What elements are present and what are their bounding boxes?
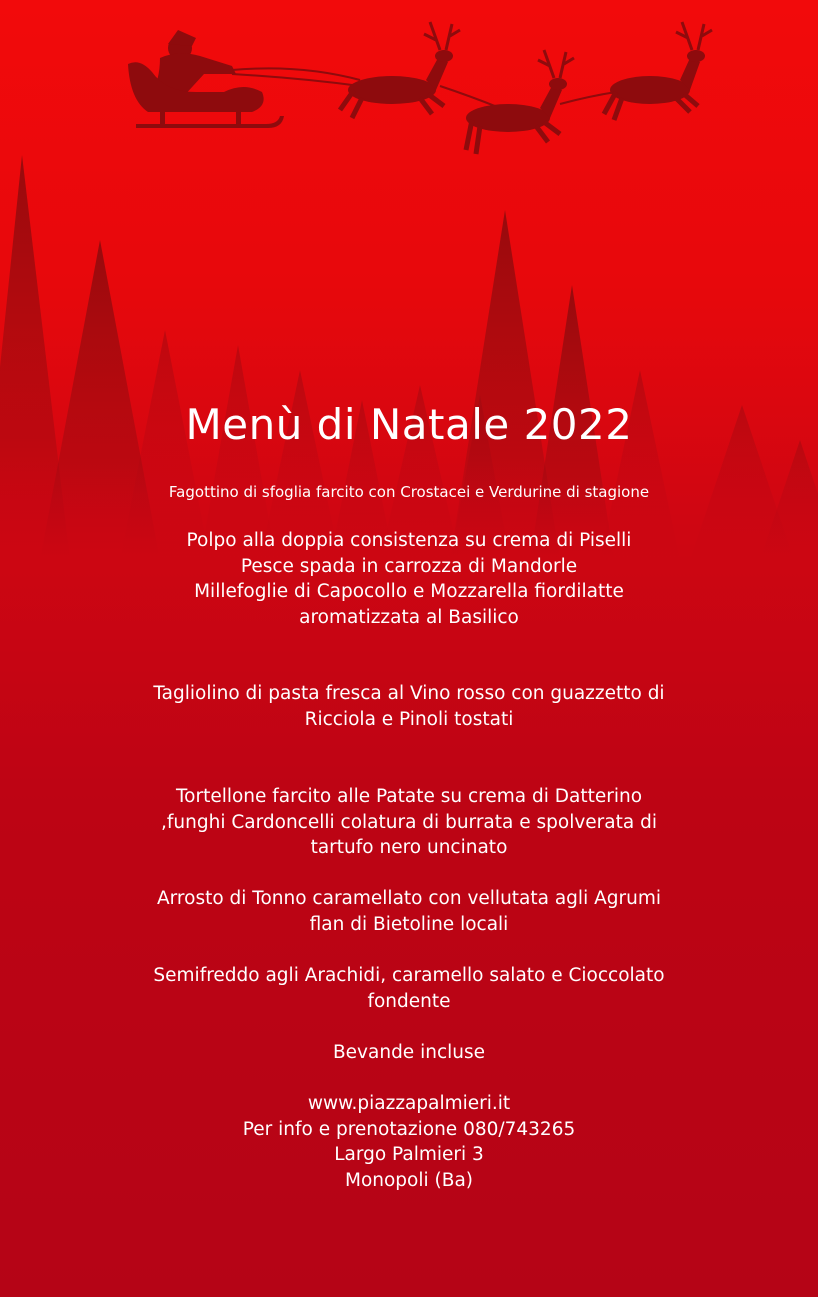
menu-title: Menù di Natale 2022 <box>185 400 633 449</box>
website-link[interactable]: www.piazzapalmieri.it <box>307 1093 511 1114</box>
menu-line-tortellone: Tortellone farcito alle Patate su crema di Datterino <box>175 786 643 807</box>
menu-line-ricciola: Ricciola e Pinoli tostati <box>304 708 514 730</box>
menu-line-fagottino: Fagottino di sfoglia farcito con Crostacei e Verdurine di stagione <box>168 483 650 501</box>
menu-line-polpo: Polpo alla doppia consistenza su crema di Piselli <box>186 530 632 551</box>
menu-line-bevande: Bevande incluse <box>332 1042 485 1063</box>
menu-line-millefoglie: Millefoglie di Capocollo e Mozzarella fiordilatte <box>194 581 624 603</box>
menu-line-funghi: ,funghi Cardoncelli colatura di burrata e spolverata di <box>161 811 657 833</box>
menu-line-basilico: aromatizzata al Basilico <box>299 606 519 628</box>
menu-line-tagliolino: Tagliolino di pasta fresca al Vino rosso con guazzetto di <box>153 683 665 704</box>
santa-sleigh-silhouette <box>128 30 284 128</box>
contact-phone: Per info e prenotazione 080/743265 <box>242 1118 576 1140</box>
address-street: Largo Palmieri 3 <box>334 1144 484 1166</box>
reindeer-1-silhouette <box>340 22 460 118</box>
menu-line-tartufo: tartufo nero uncinato <box>310 837 508 859</box>
menu-line-arrosto: Arrosto di Tonno caramellato con vellutata agli Agrumi <box>157 888 661 909</box>
menu-line-flan: flan di Bietoline locali <box>309 913 509 935</box>
address-city: Monopoli (Ba) <box>344 1169 473 1191</box>
menu-line-fondente: fondente <box>367 990 451 1012</box>
reindeer-3-silhouette <box>604 22 712 120</box>
christmas-illustration <box>0 0 818 560</box>
menu-line-pesce-spada: Pesce spada in carrozza di Mandorle <box>240 555 578 577</box>
menu-line-semifreddo: Semifreddo agli Arachidi, caramello salato e Cioccolato <box>153 965 665 986</box>
